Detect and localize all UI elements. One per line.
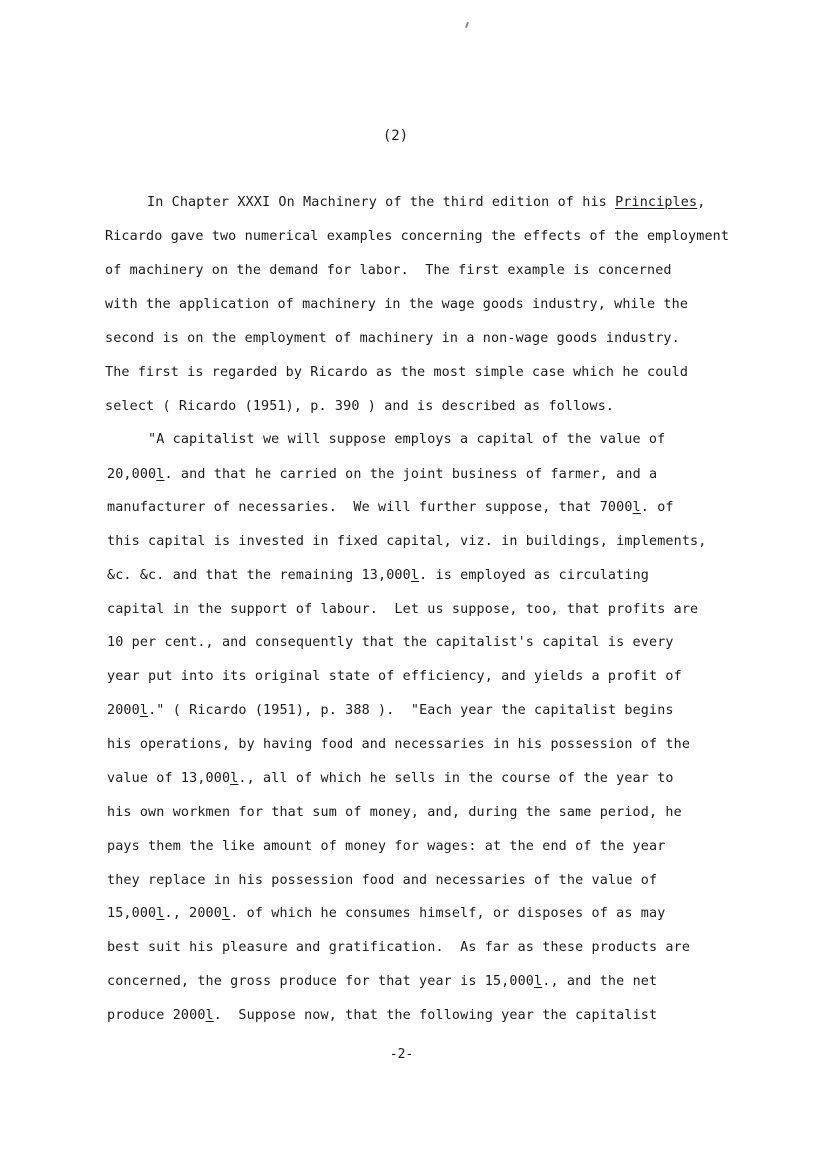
section-number: (2) [382,128,409,144]
text-line-25: produce 2000l. Suppose now, that the following year the capitalist [107,1008,658,1023]
scan-speck [465,22,469,28]
text-line-3: of machinery on the demand for labor. The first example is concerned [105,263,672,278]
text-line-5: second is on the employment of machinery in a non-wage goods industry. [105,331,680,346]
text-line-20: pays them the like amount of money for wages: at the end of the year [107,839,666,854]
text-line-17: his operations, by having food and necessaries in his possession of the [107,737,691,752]
text-line-11: this capital is invested in fixed capital, viz. in buildings, implements, [107,534,707,549]
text-line-10: manufacturer of necessaries. We will further suppose, that 7000l. of [107,500,674,515]
text-line-14: 10 per cent., and consequently that the capitalist's capital is every [107,635,674,650]
text-line-21: they replace in his possession food and necessaries of the value of [107,873,658,888]
text-line-2: Ricardo gave two numerical examples concerning the effects of the employment [105,229,730,244]
text-line-15: year put into its original state of efficiency, and yields a profit of [107,669,682,684]
text-line-12: &c. &c. and that the remaining 13,000l. is employed as circulating [107,568,649,583]
text-line-9: 20,000l. and that he carried on the joint business of farmer, and a [107,467,658,482]
text-line-8: "A capitalist we will suppose employs a capital of the value of [148,432,666,447]
text-line-19: his own workmen for that sum of money, and, during the same period, he [107,805,682,820]
text-line-6: The first is regarded by Ricardo as the most simple case which he could [105,365,689,380]
text-line-16: 2000l." ( Ricardo (1951), p. 388 ). "Each year the capitalist begins [107,703,674,718]
text-line-18: value of 13,000l., all of which he sells in the course of the year to [107,771,674,786]
text-line-7: select ( Ricardo (1951), p. 390 ) and is described as follows. [105,399,615,414]
text-line-22: 15,000l., 2000l. of which he consumes himself, or disposes of as may [107,906,666,921]
text-line-23: best suit his pleasure and gratification. As far as these products are [107,940,691,955]
text-line-1: In Chapter XXXI On Machinery of the third edition of his Principles, [147,195,706,210]
text-line-4: with the application of machinery in the wage goods industry, while the [105,297,689,312]
text-line-13: capital in the support of labour. Let us suppose, too, that profits are [107,602,699,617]
text-line-24: concerned, the gross produce for that year is 15,000l., and the net [107,974,658,989]
page-footer-number: -2- [389,1047,414,1062]
